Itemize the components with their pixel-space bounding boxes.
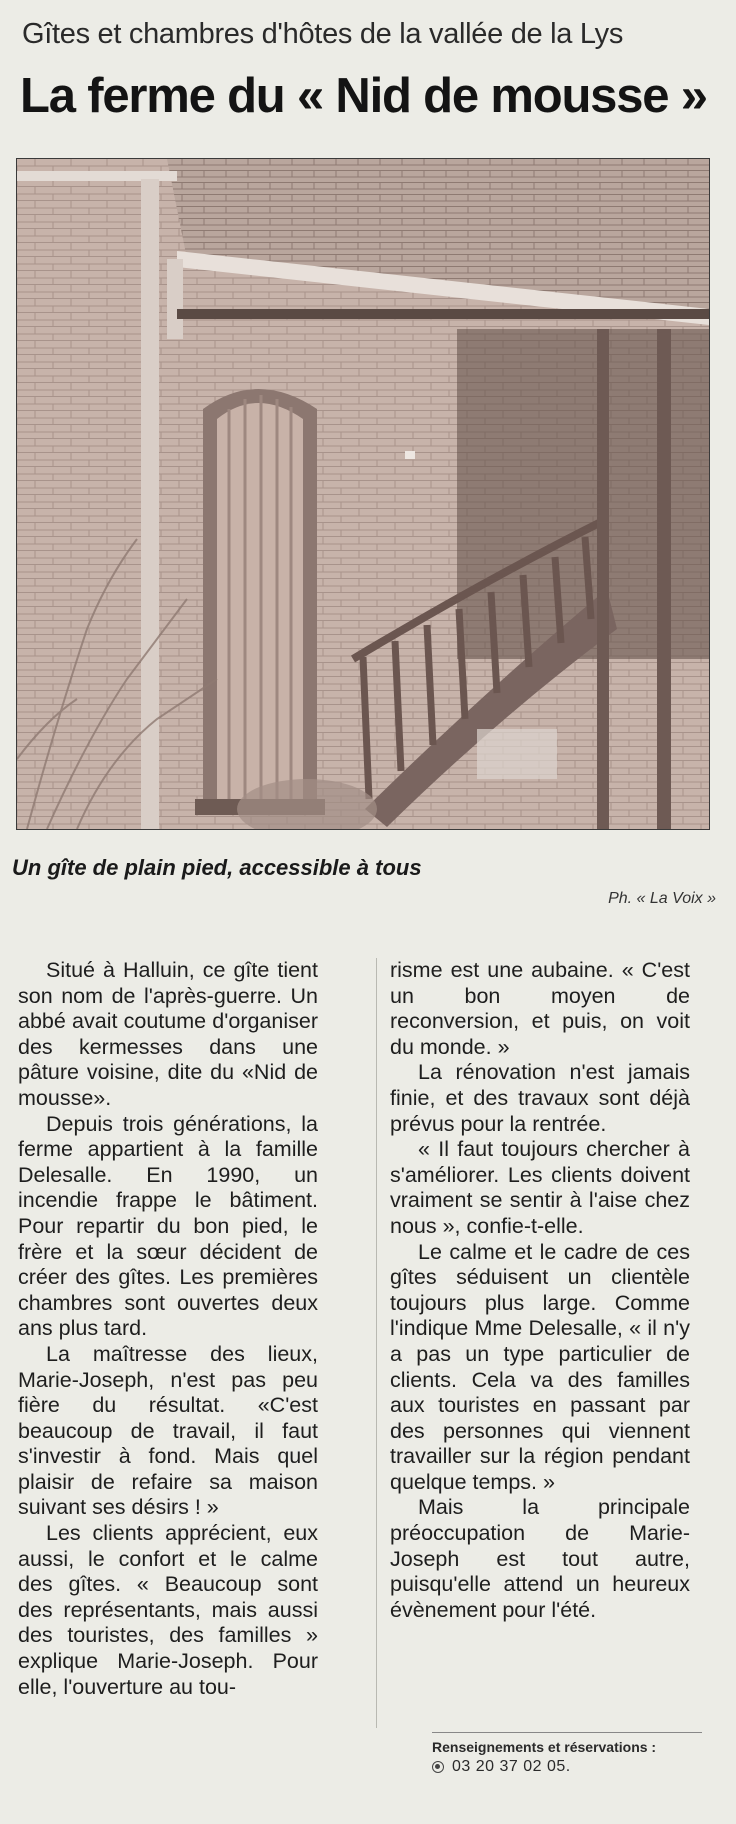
paragraph: La rénovation n'est jamais finie, et des travaux sont déjà prévus pour la rentrée. xyxy=(390,1060,690,1136)
phone-number: 03 20 37 02 05. xyxy=(452,1758,571,1775)
contact-info xyxy=(432,1738,712,1776)
photo-caption: Un gîte de plain pied, accessible à tous xyxy=(12,855,422,880)
photo-credit: Ph. « La Voix » xyxy=(608,890,716,907)
article-kicker: Gîtes et chambres d'hôtes de la vallée de la Lys xyxy=(22,18,624,50)
paragraph: Depuis trois générations, la ferme appartient à la famille Delesalle. En 1990, un incendie frappe le bâtiment. Pour repartir du bon pied, le frère et la sœur décident de créer des gîtes. Les premières chambres sont ouvertes deux ans plus tard. xyxy=(18,1111,318,1341)
phone-row xyxy=(432,1758,712,1776)
paragraph: Mais la principale préoccupation de Marie-Joseph est tout autre, puisqu'elle attend un heureux évènement pour l'été. xyxy=(390,1495,690,1622)
paragraph: La maîtresse des lieux, Marie-Joseph, n'est pas peu fière du résultat. «C'est beaucoup de travail, il faut s'investir à fond. Mais quel plaisir de refaire sa maison suivant ses désirs ! » xyxy=(18,1341,318,1520)
info-divider xyxy=(432,1732,702,1733)
paragraph: « Il faut toujours chercher à s'améliorer. Les clients doivent vraiment se sentir à l'aise chez nous », confie-t-elle. xyxy=(390,1137,690,1238)
column-divider xyxy=(376,958,377,1728)
article-column-left xyxy=(18,958,318,1700)
article-photo xyxy=(16,158,710,830)
paragraph: risme est une aubaine. « C'est un bon moyen de reconversion, et puis, on voit du monde. » xyxy=(390,958,690,1059)
telephone-icon xyxy=(432,1761,444,1773)
article-headline: La ferme du « Nid de mousse » xyxy=(20,69,707,123)
info-label: Renseignements et réservations : xyxy=(432,1739,657,1755)
paragraph: Le calme et le cadre de ces gîtes séduisent un clientèle toujours plus large. Comme l'indique Mme Delesalle, « il n'y a pas un type particulier de clients. Cela va des familles aux touristes en passant par des personnes qui viennent travailler sur la région pendant quelque temps. » xyxy=(390,1239,690,1494)
article-column-right xyxy=(390,958,690,1623)
paragraph: Situé à Halluin, ce gîte tient son nom de l'après-guerre. Un abbé avait coutume d'organiser des kermesses dans une pâture voisine, dite du «Nid de mousse». xyxy=(18,958,318,1110)
paragraph: Les clients apprécient, eux aussi, le confort et le calme des gîtes. « Beaucoup sont des représentants, mais aussi des touristes, des familles » explique Marie-Joseph. Pour elle, l'ouverture au tou- xyxy=(18,1521,318,1699)
